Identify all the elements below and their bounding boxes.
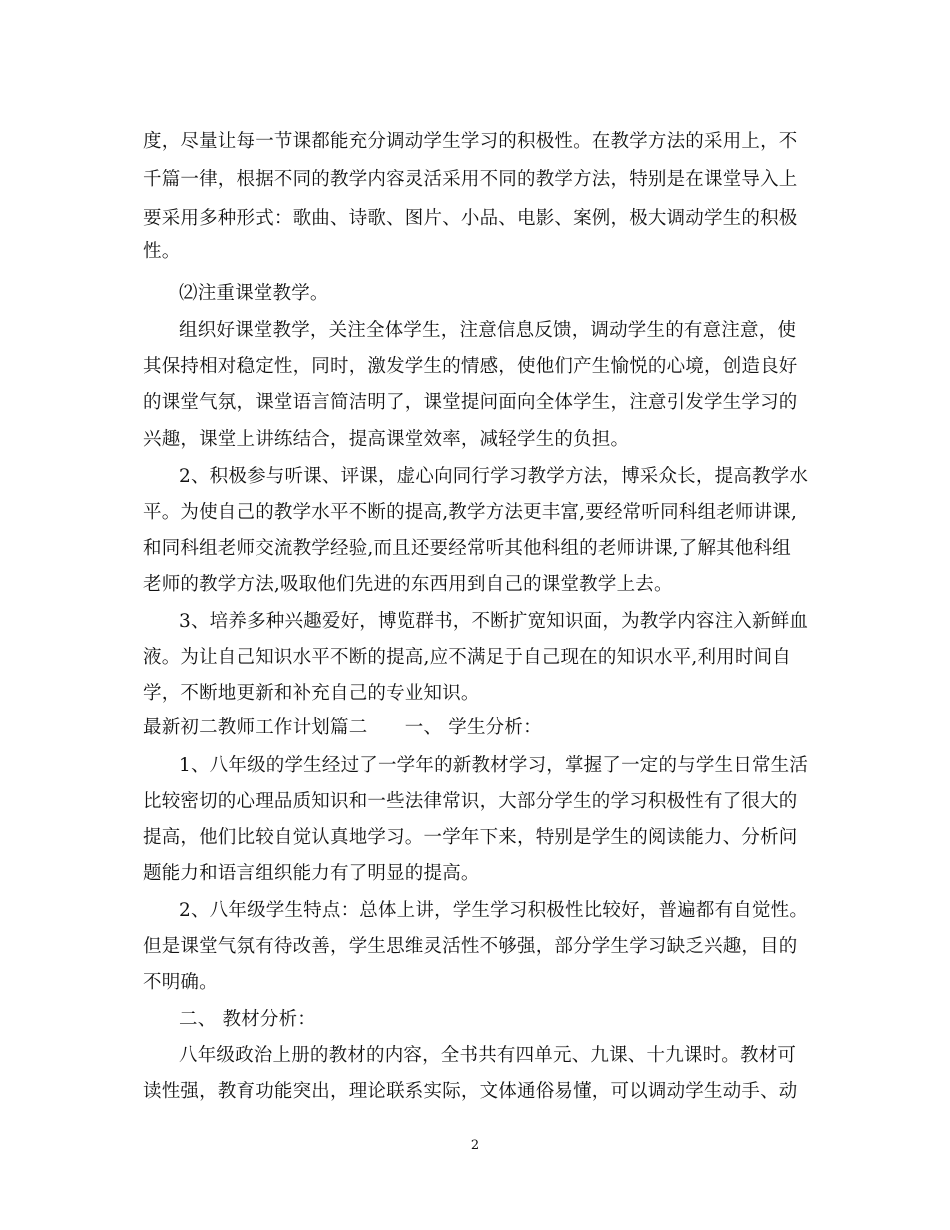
text-line: 1、八年级的学生经过了一学年的新教材学习，掌握了一定的与学生日常生活 [179,755,809,776]
text-line: 兴趣，课堂上讲练结合，提高课堂效率，减轻学生的负担。 [143,429,630,450]
text-line: 2、积极参与听课、评课，虚心向同行学习教学方法，博采众长，提高教学水 [179,466,809,487]
text-line: 3、培养多种兴趣爱好，博览群书，不断扩宽知识面，为教学内容注入新鲜血 [179,611,809,632]
text-line: 读性强，教育功能突出，理论联系实际，文体通俗易懂，可以调动学生动手、动 [143,1081,798,1102]
text-line: 组织好课堂教学，关注全体学生，注意信息反馈，调动学生的有意注意，使 [179,320,797,341]
text-line: 性。 [143,241,181,262]
text-line: 提高，他们比较自觉认真地学习。一学年下来，特别是学生的阅读能力、分析问 [143,827,798,848]
text-line: 度，尽量让每一节课都能充分调动学生学习的积极性。在教学方法的采用上，不 [143,131,798,152]
text-line: 但是课堂气氛有待改善，学生思维灵活性不够强，部分学生学习缺乏兴趣，目的 [143,936,798,957]
text-line: 八年级政治上册的教材的内容，全书共有四单元、九课、十九课时。教材可 [179,1045,797,1066]
text-line: 其保持相对稳定性，同时，激发学生的情感，使他们产生愉悦的心境，创造良好 [143,356,798,377]
page-number: 2 [470,1138,480,1153]
text-line: 学，不断地更新和补充自己的专业知识。 [143,683,480,704]
text-line: 2、八年级学生特点：总体上讲，学生学习积极性比较好，普遍都有自觉性。 [179,900,809,921]
section-heading: 二、 教材分析： [179,1009,316,1030]
section-heading: ⑵注重课堂教学。 [179,283,329,304]
text-line: 千篇一律，根据不同的教学内容灵活采用不同的教学方法，特别是在课堂导入上 [143,169,798,190]
text-line: 的课堂气氛，课堂语言简洁明了，课堂提问面向全体学生，注意引发学生学习的 [143,392,798,413]
text-line: 不明确。 [143,972,218,993]
text-line: 比较密切的心理品质知识和一些法律常识，大部分学生的学习积极性有了很大的 [143,791,798,812]
text-line: 和同科组老师交流教学经验,而且还要经常听其他科组的老师讲课,了解其他科组 [143,538,791,559]
text-line: 题能力和语言组织能力有了明显的提高。 [143,863,480,884]
text-line: 液。为让自己知识水平不断的提高,应不满足于自己现在的知识水平,利用时间自 [143,647,791,668]
text-line: 老师的教学方法,吸取他们先进的东西用到自己的课堂教学上去。 [143,574,673,595]
text-line: 平。为使自己的教学水平不断的提高,教学方法更丰富,要经常听同科组老师讲课, [143,502,798,523]
section-heading: 最新初二教师工作计划篇二 一、 学生分析： [143,717,542,738]
text-line: 要采用多种形式：歌曲、诗歌、图片、小品、电影、案例，极大调动学生的积极 [143,208,798,229]
